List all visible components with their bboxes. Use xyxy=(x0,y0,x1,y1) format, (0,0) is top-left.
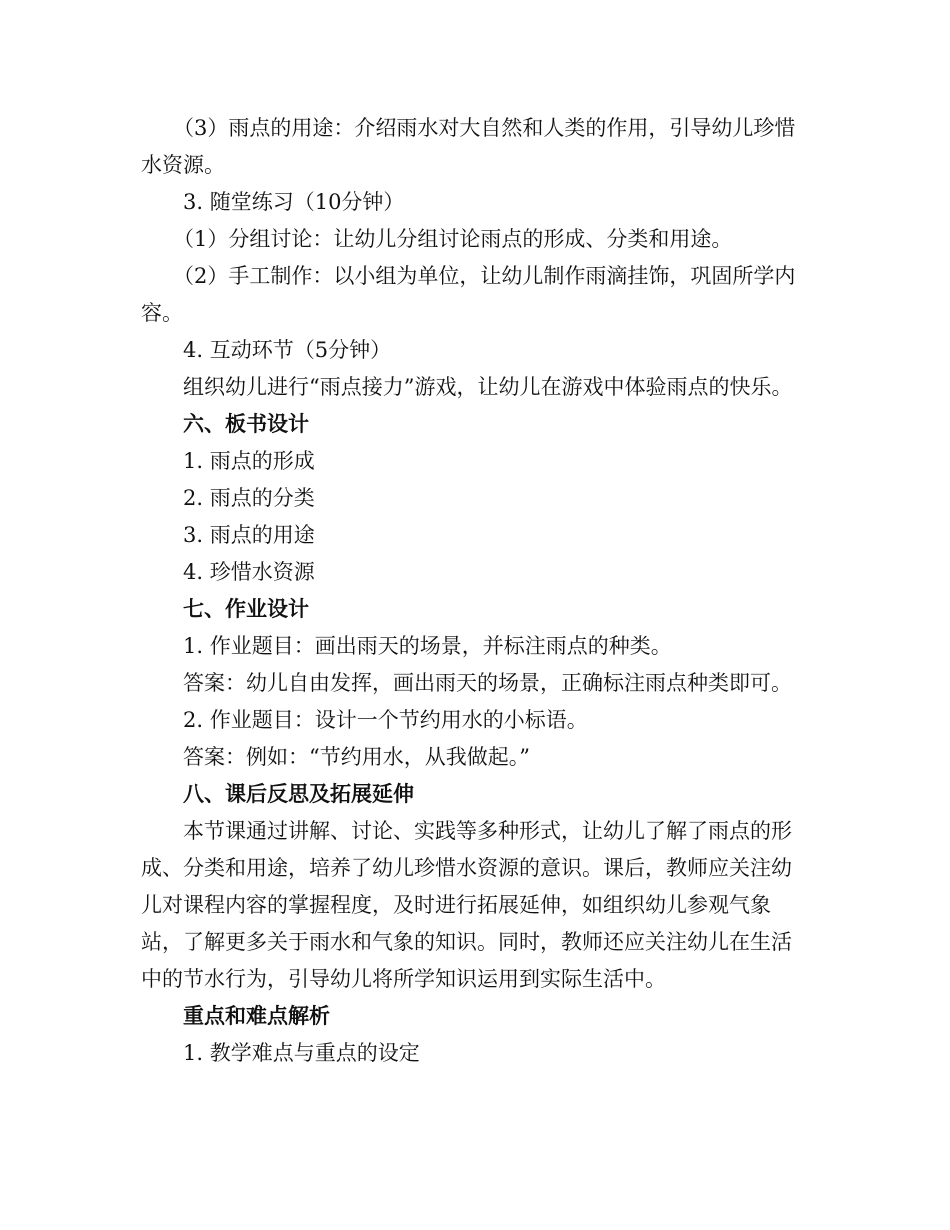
heading-board-design: 六、板书设计 xyxy=(183,412,309,436)
paragraph-reflection: 本节课通过讲解、讨论、实践等多种形式，让幼儿了解了雨点的形成、分类和用途，培养了幼儿珍惜水资源的意识。课后，教师应关注幼儿对课程内容的掌握程度，及时进行拓展延伸，如组织幼儿参观气象站，了解更多关于雨水和气象的知识。同时，教师还应关注幼儿在生活中的节水行为，引导幼儿将所学知识运用到实际生活中。 xyxy=(141,819,792,991)
paragraph-relay-game: 组织幼儿进行“雨点接力”游戏，让幼儿在游戏中体验雨点的快乐。 xyxy=(183,375,793,399)
document-content xyxy=(141,110,811,1072)
paragraph-raindrop-uses: （3）雨点的用途：介绍雨水对大自然和人类的作用，引导幼儿珍惜水资源。 xyxy=(141,116,796,177)
homework-item-1: 1. 作业题目：画出雨天的场景，并标注雨点的种类。 xyxy=(183,634,672,658)
heading-key-points: 重点和难点解析 xyxy=(183,1004,330,1028)
homework-answer-1: 答案：幼儿自由发挥，画出雨天的场景，正确标注雨点种类即可。 xyxy=(183,671,792,695)
board-item-2: 2. 雨点的分类 xyxy=(183,486,315,510)
board-item-3: 3. 雨点的用途 xyxy=(183,523,315,547)
paragraph-key-points-1: 1. 教学难点与重点的设定 xyxy=(183,1041,420,1065)
heading-homework-design: 七、作业设计 xyxy=(183,597,309,621)
homework-answer-2: 答案：例如：“节约用水，从我做起。” xyxy=(183,745,530,769)
heading-reflection: 八、课后反思及拓展延伸 xyxy=(183,782,414,806)
section-practice-heading: 3. 随堂练习（10分钟） xyxy=(183,190,405,214)
paragraph-handcraft: （2）手工制作：以小组为单位，让幼儿制作雨滴挂饰，巩固所学内容。 xyxy=(141,264,796,325)
board-item-4: 4. 珍惜水资源 xyxy=(183,560,315,584)
homework-item-2: 2. 作业题目：设计一个节约用水的小标语。 xyxy=(183,708,588,732)
section-interaction-heading: 4. 互动环节（5分钟） xyxy=(183,338,392,362)
board-item-1: 1. 雨点的形成 xyxy=(183,449,315,473)
paragraph-group-discussion: （1）分组讨论：让幼儿分组讨论雨点的形成、分类和用途。 xyxy=(173,227,733,251)
